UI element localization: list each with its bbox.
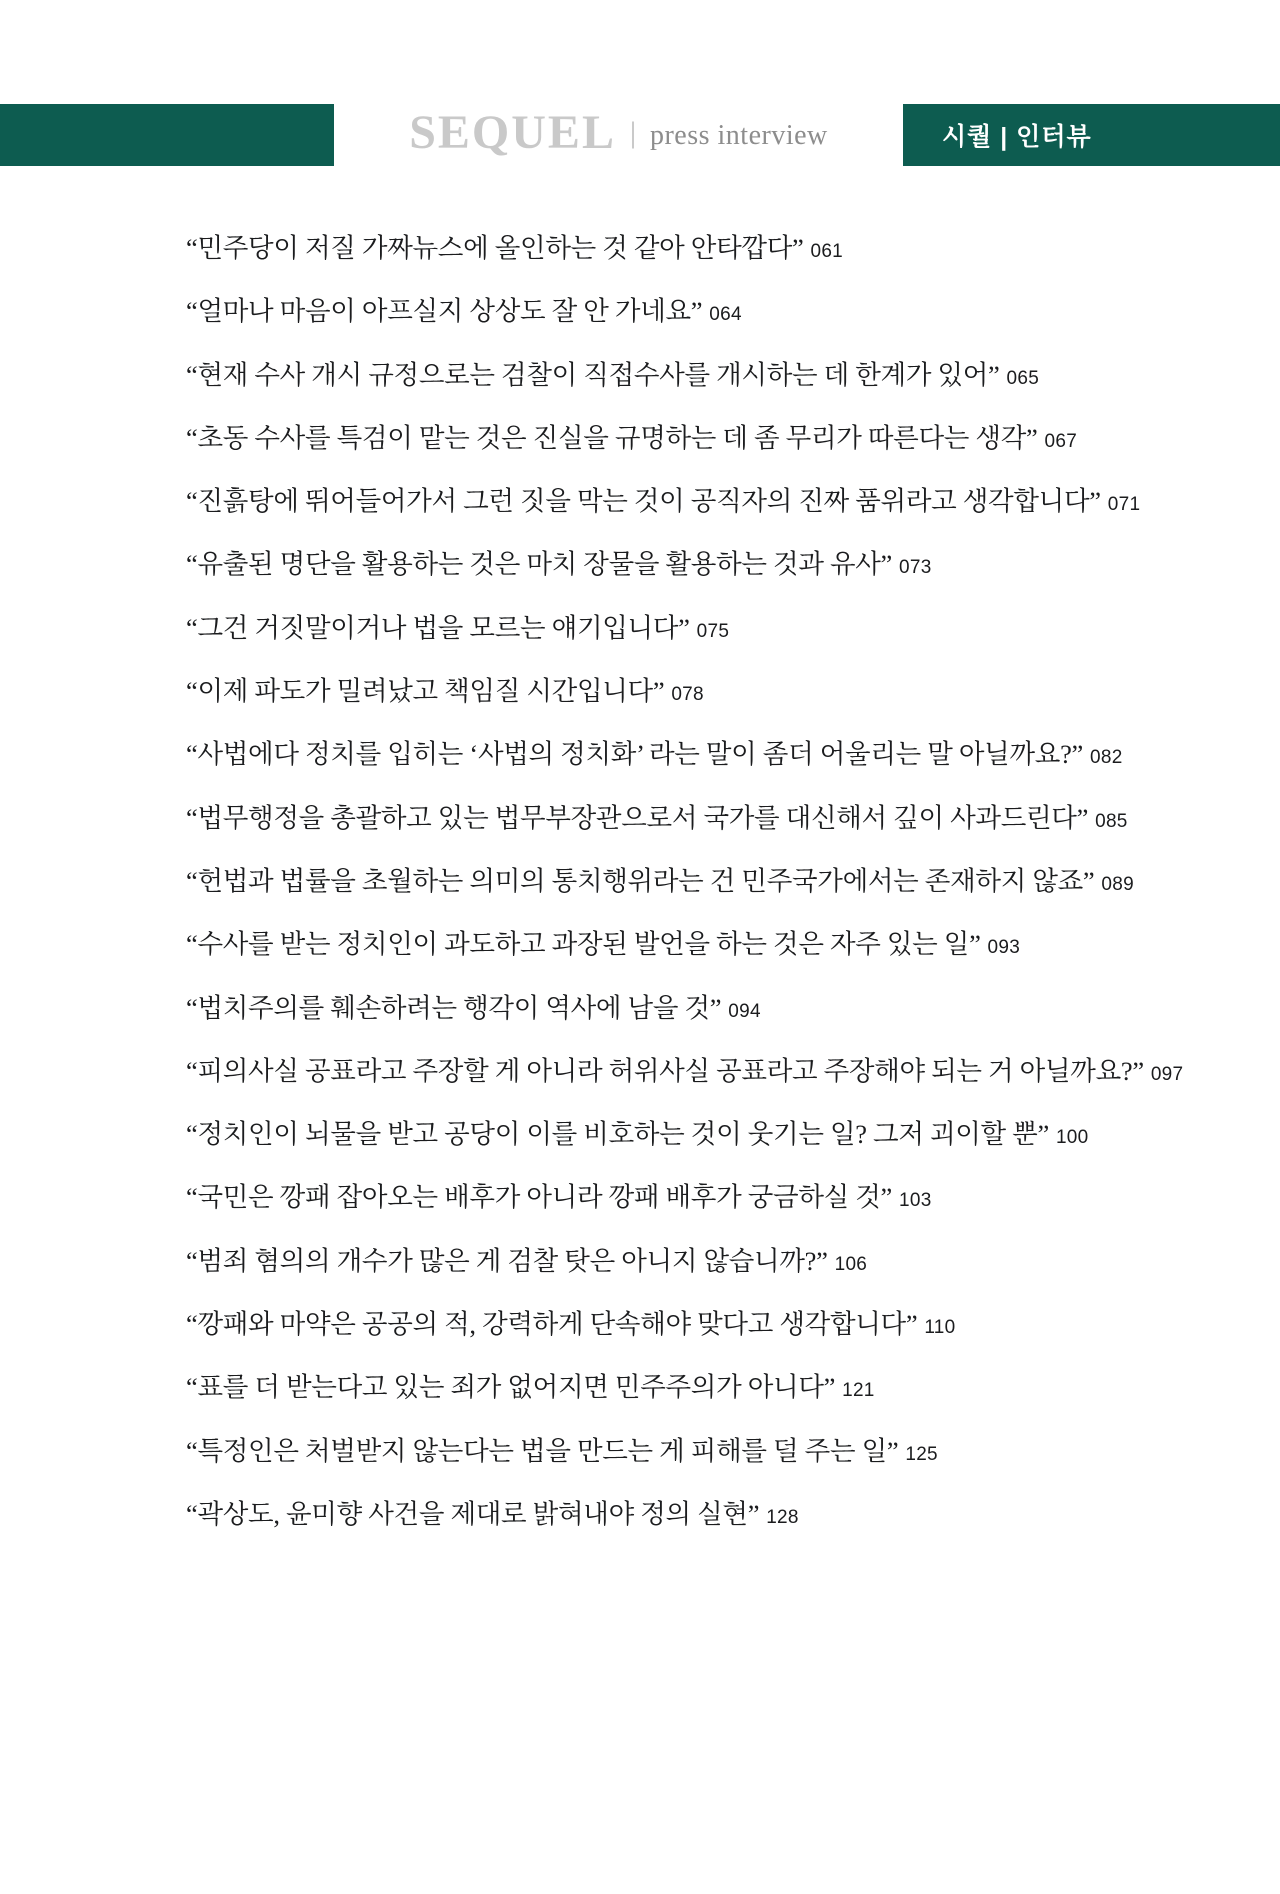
- toc-entry-title: “진흙탕에 뛰어들어가서 그런 짓을 막는 것이 공직자의 진짜 품위라고 생각합니다”: [186, 486, 1101, 517]
- list-item[interactable]: [186, 289, 1196, 328]
- list-item[interactable]: [186, 353, 1196, 392]
- toc-entry-title: “피의사실 공표라고 주장할 게 아니라 허위사실 공표라고 주장해야 되는 거 아닐까요?”: [186, 1055, 1144, 1086]
- list-item[interactable]: [186, 1365, 1196, 1404]
- toc-entry-title: “곽상도, 윤미향 사건을 제대로 밝혀내야 정의 실현”: [186, 1498, 760, 1529]
- toc-entry-title: “초동 수사를 특검이 맡는 것은 진실을 규명하는 데 좀 무리가 따른다는 생각”: [186, 422, 1038, 453]
- list-item[interactable]: [186, 416, 1196, 455]
- toc-entry-title: “사법에다 정치를 입히는 ‘사법의 정치화’ 라는 말이 좀더 어울리는 말 아닐까요?”: [186, 739, 1083, 770]
- toc-entry-title: “범죄 혐의의 개수가 많은 게 검찰 탓은 아니지 않습니까?”: [186, 1245, 828, 1276]
- toc-entry-title: “정치인이 뇌물을 받고 공당이 이를 비호하는 것이 웃기는 일? 그저 괴이할 뿐”: [186, 1119, 1049, 1150]
- toc-entry-title: “법무행정을 총괄하고 있는 법무부장관으로서 국가를 대신해서 깊이 사과드린다”: [186, 802, 1089, 833]
- brand-title: SEQUEL: [409, 106, 616, 159]
- brand-subtitle: press interview: [649, 120, 828, 151]
- toc-entry-page: 085: [1095, 810, 1128, 832]
- list-item[interactable]: [186, 226, 1196, 265]
- toc-entry-title: “깡패와 마약은 공공의 적, 강력하게 단속해야 맞다고 생각합니다”: [186, 1309, 918, 1340]
- toc-entry-page: 073: [899, 557, 932, 579]
- toc-entry-page: 097: [1150, 1063, 1184, 1085]
- list-item[interactable]: [186, 1302, 1196, 1341]
- list-item[interactable]: [186, 1175, 1196, 1214]
- toc-entry-title: “이제 파도가 밀려났고 책임질 시간입니다”: [186, 676, 665, 707]
- list-item[interactable]: [186, 796, 1196, 835]
- toc-entry-title: “특정인은 처벌받지 않는다는 법을 만드는 게 피해를 덜 주는 일”: [186, 1435, 899, 1466]
- toc-entry-page: 128: [766, 1506, 799, 1528]
- toc-entry-title: “그건 거짓말이거나 법을 모르는 얘기입니다”: [186, 612, 690, 643]
- toc-entry-page: 071: [1107, 494, 1141, 516]
- list-item[interactable]: [186, 606, 1196, 645]
- list-item[interactable]: [186, 986, 1196, 1025]
- toc-entry-page: 106: [834, 1253, 868, 1275]
- toc-entry-page: 125: [905, 1443, 938, 1465]
- header-bar-left: [0, 104, 334, 166]
- toc-entry-page: 103: [899, 1190, 932, 1212]
- toc-entry-title: “유출된 명단을 활용하는 것은 마치 장물을 활용하는 것과 유사”: [186, 549, 892, 580]
- list-item[interactable]: [186, 859, 1196, 898]
- toc-entry-page: 089: [1101, 873, 1135, 895]
- list-item[interactable]: [186, 1492, 1196, 1531]
- toc-entry-page: 110: [924, 1317, 956, 1339]
- toc-entry-page: 082: [1090, 747, 1123, 769]
- page-header: [0, 104, 1280, 166]
- toc-entry-title: “표를 더 받는다고 있는 죄가 없어지면 민주주의가 아니다”: [186, 1372, 836, 1403]
- masthead: [334, 104, 903, 166]
- toc-entry-title: “국민은 깡패 잡아오는 배후가 아니라 깡패 배후가 궁금하실 것”: [186, 1182, 892, 1213]
- toc-entry-title: “민주당이 저질 가짜뉴스에 올인하는 것 같아 안타깝다”: [186, 233, 804, 263]
- toc-entry-page: 061: [810, 241, 844, 262]
- toc-entry-page: 094: [728, 1000, 761, 1022]
- toc-entry-title: “현재 수사 개시 규정으로는 검찰이 직접수사를 개시하는 데 한계가 있어”: [186, 359, 1000, 390]
- toc-entry-page: 100: [1055, 1127, 1089, 1149]
- header-section-label: 시퀄 | 인터뷰: [942, 123, 1092, 151]
- toc-entry-page: 065: [1006, 367, 1040, 389]
- list-item[interactable]: [186, 542, 1196, 581]
- toc-entry-page: 121: [842, 1380, 875, 1402]
- list-item[interactable]: [186, 1049, 1196, 1088]
- toc-entry-title: “헌법과 법률을 초월하는 의미의 통치행위라는 건 민주국가에서는 존재하지 않죠”: [186, 865, 1095, 896]
- brand-separator: |: [629, 116, 636, 149]
- toc-entry-page: 067: [1044, 430, 1078, 452]
- list-item[interactable]: [186, 732, 1196, 771]
- toc-entry-title: “법치주의를 훼손하려는 행각이 역사에 남을 것”: [186, 992, 722, 1023]
- toc-entry-page: 078: [671, 684, 704, 706]
- list-item[interactable]: [186, 669, 1196, 708]
- list-item[interactable]: [186, 1112, 1196, 1151]
- toc-entry-title: “얼마나 마음이 아프실지 상상도 잘 안 가네요”: [186, 296, 703, 327]
- table-of-contents: [186, 226, 1196, 1555]
- toc-entry-page: 075: [696, 620, 730, 642]
- toc-entry-page: 064: [709, 304, 742, 326]
- list-item[interactable]: [186, 1429, 1196, 1468]
- list-item[interactable]: [186, 479, 1196, 518]
- toc-entry-page: 093: [987, 937, 1021, 959]
- toc-entry-title: “수사를 받는 정치인이 과도하고 과장된 발언을 하는 것은 자주 있는 일”: [186, 929, 981, 960]
- list-item[interactable]: [186, 1239, 1196, 1278]
- list-item[interactable]: [186, 922, 1196, 961]
